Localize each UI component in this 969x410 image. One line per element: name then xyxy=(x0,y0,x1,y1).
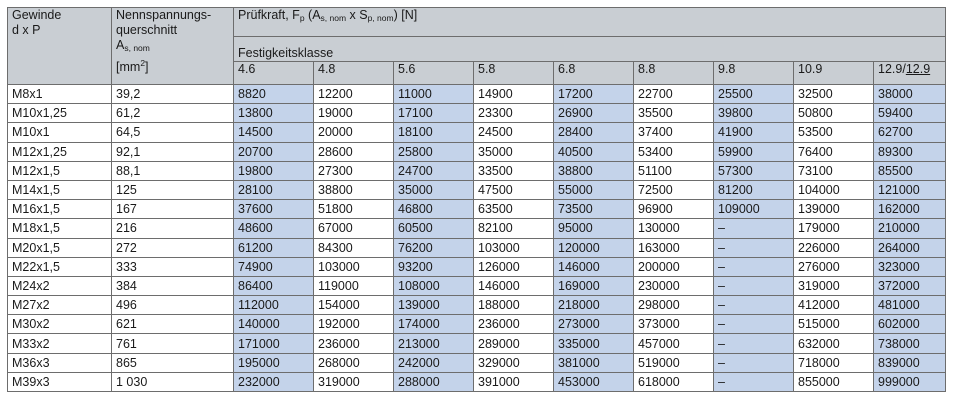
force-cell: 146000 xyxy=(474,276,554,295)
force-cell: 61200 xyxy=(234,238,314,257)
force-cell: 93200 xyxy=(394,257,474,276)
force-cell: 188000 xyxy=(474,296,554,315)
force-cell: 85500 xyxy=(874,161,946,180)
force-cell: 999000 xyxy=(874,372,946,391)
header-thread xyxy=(8,8,112,85)
force-cell: 169000 xyxy=(554,276,634,295)
header-area-line2: querschnitt xyxy=(116,23,178,37)
force-cell: 288000 xyxy=(394,372,474,391)
header-area-unit: $[mm^2]$ xyxy=(116,58,149,74)
thread-cell: M30x2 xyxy=(8,315,112,334)
thread-cell: M39x3 xyxy=(8,372,112,391)
force-cell: 84300 xyxy=(314,238,394,257)
force-cell: 162000 xyxy=(874,200,946,219)
force-cell: 26900 xyxy=(554,104,634,123)
force-cell: 28600 xyxy=(314,142,394,161)
force-cell: 103000 xyxy=(474,238,554,257)
force-cell: 236000 xyxy=(314,334,394,353)
thread-cell: M20x1,5 xyxy=(8,238,112,257)
force-cell: 192000 xyxy=(314,315,394,334)
force-cell: 121000 xyxy=(874,180,946,199)
force-cell: 618000 xyxy=(634,372,714,391)
thread-cell: M16x1,5 xyxy=(8,200,112,219)
force-cell: 82100 xyxy=(474,219,554,238)
thread-cell: M33x2 xyxy=(8,334,112,353)
force-cell: 226000 xyxy=(794,238,874,257)
force-cell: 24500 xyxy=(474,123,554,142)
force-cell: 273000 xyxy=(554,315,634,334)
force-cell: 76400 xyxy=(794,142,874,161)
force-cell: 154000 xyxy=(314,296,394,315)
header-class-4-8: 4.8 xyxy=(314,62,394,85)
table-row xyxy=(8,123,946,142)
force-cell: 200000 xyxy=(634,257,714,276)
force-cell: 632000 xyxy=(794,334,874,353)
force-cell: 112000 xyxy=(234,296,314,315)
force-cell: 232000 xyxy=(234,372,314,391)
force-cell: 13800 xyxy=(234,104,314,123)
force-cell: 276000 xyxy=(794,257,874,276)
force-cell: 48600 xyxy=(234,219,314,238)
force-cell: 120000 xyxy=(554,238,634,257)
force-cell: 12200 xyxy=(314,85,394,104)
area-cell: 761 xyxy=(112,334,234,353)
force-cell: 51100 xyxy=(634,161,714,180)
area-cell: 64,5 xyxy=(112,123,234,142)
force-cell: 391000 xyxy=(474,372,554,391)
force-cell: 298000 xyxy=(634,296,714,315)
force-cell: 73100 xyxy=(794,161,874,180)
force-cell: 24700 xyxy=(394,161,474,180)
force-cell: 218000 xyxy=(554,296,634,315)
force-cell: 109000 xyxy=(714,200,794,219)
area-cell: 88,1 xyxy=(112,161,234,180)
force-cell: 37400 xyxy=(634,123,714,142)
header-class-9-8: 9.8 xyxy=(714,62,794,85)
thread-cell: M36x3 xyxy=(8,353,112,372)
force-cell: 17200 xyxy=(554,85,634,104)
force-cell: 453000 xyxy=(554,372,634,391)
force-cell: 51800 xyxy=(314,200,394,219)
force-cell: 855000 xyxy=(794,372,874,391)
force-cell: 25500 xyxy=(714,85,794,104)
force-cell: 20000 xyxy=(314,123,394,142)
force-cell: – xyxy=(714,353,794,372)
table-row xyxy=(8,334,946,353)
area-cell: 92,1 xyxy=(112,142,234,161)
thread-cell: M10x1,25 xyxy=(8,104,112,123)
force-cell: 195000 xyxy=(234,353,314,372)
force-cell: 236000 xyxy=(474,315,554,334)
force-cell: 62700 xyxy=(874,123,946,142)
area-cell: 125 xyxy=(112,180,234,199)
force-cell: – xyxy=(714,276,794,295)
force-cell: 46800 xyxy=(394,200,474,219)
force-cell: 602000 xyxy=(874,315,946,334)
force-cell: 264000 xyxy=(874,238,946,257)
force-cell: 839000 xyxy=(874,353,946,372)
force-cell: 74900 xyxy=(234,257,314,276)
force-cell: – xyxy=(714,238,794,257)
force-cell: – xyxy=(714,296,794,315)
header-class-10-9: 10.9 xyxy=(794,62,874,85)
force-cell: 126000 xyxy=(474,257,554,276)
table-row xyxy=(8,315,946,334)
force-cell: 104000 xyxy=(794,180,874,199)
force-cell: 55000 xyxy=(554,180,634,199)
force-cell: 372000 xyxy=(874,276,946,295)
force-cell: 59900 xyxy=(714,142,794,161)
force-cell: 38000 xyxy=(874,85,946,104)
force-cell: – xyxy=(714,219,794,238)
header-class-6-8: 6.8 xyxy=(554,62,634,85)
area-cell: 384 xyxy=(112,276,234,295)
force-cell: 59400 xyxy=(874,104,946,123)
area-cell: 333 xyxy=(112,257,234,276)
thread-cell: M22x1,5 xyxy=(8,257,112,276)
header-class-12-9: 12.9/12.9 xyxy=(874,62,946,85)
header-thread-line1: Gewinde xyxy=(12,8,62,22)
force-cell: 17100 xyxy=(394,104,474,123)
header-class-title: Festigkeitsklasse xyxy=(234,37,946,62)
header-thread-line2: d x P xyxy=(12,23,41,37)
force-cell: 27300 xyxy=(314,161,394,180)
force-cell: 146000 xyxy=(554,257,634,276)
table-body xyxy=(8,85,946,392)
header-area-line1: Nennspannungs- xyxy=(116,8,212,22)
force-cell: 76200 xyxy=(394,238,474,257)
force-cell: 57300 xyxy=(714,161,794,180)
force-cell: – xyxy=(714,372,794,391)
header-class-5-8: 5.8 xyxy=(474,62,554,85)
thread-cell: M10x1 xyxy=(8,123,112,142)
thread-cell: M12x1,5 xyxy=(8,161,112,180)
area-cell: 865 xyxy=(112,353,234,372)
force-cell: 39800 xyxy=(714,104,794,123)
force-cell: 53400 xyxy=(634,142,714,161)
thread-cell: M27x2 xyxy=(8,296,112,315)
header-area-symbol: $A_{s, nom}$ xyxy=(116,38,150,53)
force-cell: 515000 xyxy=(794,315,874,334)
force-cell: 72500 xyxy=(634,180,714,199)
force-cell: 319000 xyxy=(794,276,874,295)
force-cell: 14500 xyxy=(234,123,314,142)
force-cell: 230000 xyxy=(634,276,714,295)
force-cell: 20700 xyxy=(234,142,314,161)
force-cell: 60500 xyxy=(394,219,474,238)
force-cell: 738000 xyxy=(874,334,946,353)
force-cell: 242000 xyxy=(394,353,474,372)
header-class-5-6: 5.6 xyxy=(394,62,474,85)
table-row xyxy=(8,104,946,123)
force-cell: 38800 xyxy=(554,161,634,180)
force-cell: 14900 xyxy=(474,85,554,104)
pruefkraft-table xyxy=(7,7,946,392)
force-cell: 381000 xyxy=(554,353,634,372)
force-cell: 40500 xyxy=(554,142,634,161)
force-cell: 457000 xyxy=(634,334,714,353)
area-cell: 61,2 xyxy=(112,104,234,123)
force-cell: 213000 xyxy=(394,334,474,353)
force-cell: 19800 xyxy=(234,161,314,180)
thread-cell: M12x1,25 xyxy=(8,142,112,161)
header-class-8-8: 8.8 xyxy=(634,62,714,85)
thread-cell: M8x1 xyxy=(8,85,112,104)
thread-cell: M18x1,5 xyxy=(8,219,112,238)
force-cell: 171000 xyxy=(234,334,314,353)
area-cell: 621 xyxy=(112,315,234,334)
force-cell: 86400 xyxy=(234,276,314,295)
force-cell: 163000 xyxy=(634,238,714,257)
force-cell: 67000 xyxy=(314,219,394,238)
force-cell: 50800 xyxy=(794,104,874,123)
area-cell: 496 xyxy=(112,296,234,315)
force-cell: 323000 xyxy=(874,257,946,276)
force-cell: 63500 xyxy=(474,200,554,219)
force-cell: 28100 xyxy=(234,180,314,199)
force-cell: 35000 xyxy=(394,180,474,199)
force-cell: 19000 xyxy=(314,104,394,123)
table-row xyxy=(8,219,946,238)
force-cell: 519000 xyxy=(634,353,714,372)
force-cell: 119000 xyxy=(314,276,394,295)
area-cell: 272 xyxy=(112,238,234,257)
header-force: Prüfkraft, $F_p$ ($A_{s, nom}$ x $S_{p, nom}$) [N] xyxy=(234,8,946,37)
area-cell: 216 xyxy=(112,219,234,238)
table-row xyxy=(8,161,946,180)
force-cell: 412000 xyxy=(794,296,874,315)
force-cell: – xyxy=(714,257,794,276)
table-row xyxy=(8,200,946,219)
area-cell: 1 030 xyxy=(112,372,234,391)
force-cell: 268000 xyxy=(314,353,394,372)
force-cell: 289000 xyxy=(474,334,554,353)
force-cell: 174000 xyxy=(394,315,474,334)
force-cell: 329000 xyxy=(474,353,554,372)
thread-cell: M14x1,5 xyxy=(8,180,112,199)
force-cell: 81200 xyxy=(714,180,794,199)
force-cell: 179000 xyxy=(794,219,874,238)
force-cell: – xyxy=(714,315,794,334)
force-cell: 32500 xyxy=(794,85,874,104)
force-cell: 73500 xyxy=(554,200,634,219)
force-cell: 25800 xyxy=(394,142,474,161)
force-cell: 89300 xyxy=(874,142,946,161)
area-cell: 167 xyxy=(112,200,234,219)
force-cell: 28400 xyxy=(554,123,634,142)
force-cell: 481000 xyxy=(874,296,946,315)
force-cell: 319000 xyxy=(314,372,394,391)
force-cell: 140000 xyxy=(234,315,314,334)
force-cell: 53500 xyxy=(794,123,874,142)
force-cell: 47500 xyxy=(474,180,554,199)
force-cell: 139000 xyxy=(394,296,474,315)
force-cell: 37600 xyxy=(234,200,314,219)
force-cell: 41900 xyxy=(714,123,794,142)
force-cell: 95000 xyxy=(554,219,634,238)
force-cell: 335000 xyxy=(554,334,634,353)
table-row xyxy=(8,180,946,199)
force-cell: 139000 xyxy=(794,200,874,219)
force-cell: 11000 xyxy=(394,85,474,104)
table-row xyxy=(8,296,946,315)
force-cell: 22700 xyxy=(634,85,714,104)
force-cell: 130000 xyxy=(634,219,714,238)
force-cell: 35500 xyxy=(634,104,714,123)
table-row xyxy=(8,142,946,161)
header-class-4-6: 4.6 xyxy=(234,62,314,85)
force-cell: 35000 xyxy=(474,142,554,161)
force-cell: 210000 xyxy=(874,219,946,238)
force-cell: 18100 xyxy=(394,123,474,142)
force-cell: 96900 xyxy=(634,200,714,219)
force-cell: – xyxy=(714,334,794,353)
thread-cell: M24x2 xyxy=(8,276,112,295)
force-cell: 38800 xyxy=(314,180,394,199)
table-row xyxy=(8,257,946,276)
force-cell: 23300 xyxy=(474,104,554,123)
force-cell: 8820 xyxy=(234,85,314,104)
force-cell: 103000 xyxy=(314,257,394,276)
force-cell: 718000 xyxy=(794,353,874,372)
force-cell: 33500 xyxy=(474,161,554,180)
table-row xyxy=(8,372,946,391)
force-cell: 373000 xyxy=(634,315,714,334)
header-area xyxy=(112,8,234,85)
table-row xyxy=(8,85,946,104)
table-row xyxy=(8,276,946,295)
table-row xyxy=(8,238,946,257)
area-cell: 39,2 xyxy=(112,85,234,104)
table-row xyxy=(8,353,946,372)
force-cell: 108000 xyxy=(394,276,474,295)
